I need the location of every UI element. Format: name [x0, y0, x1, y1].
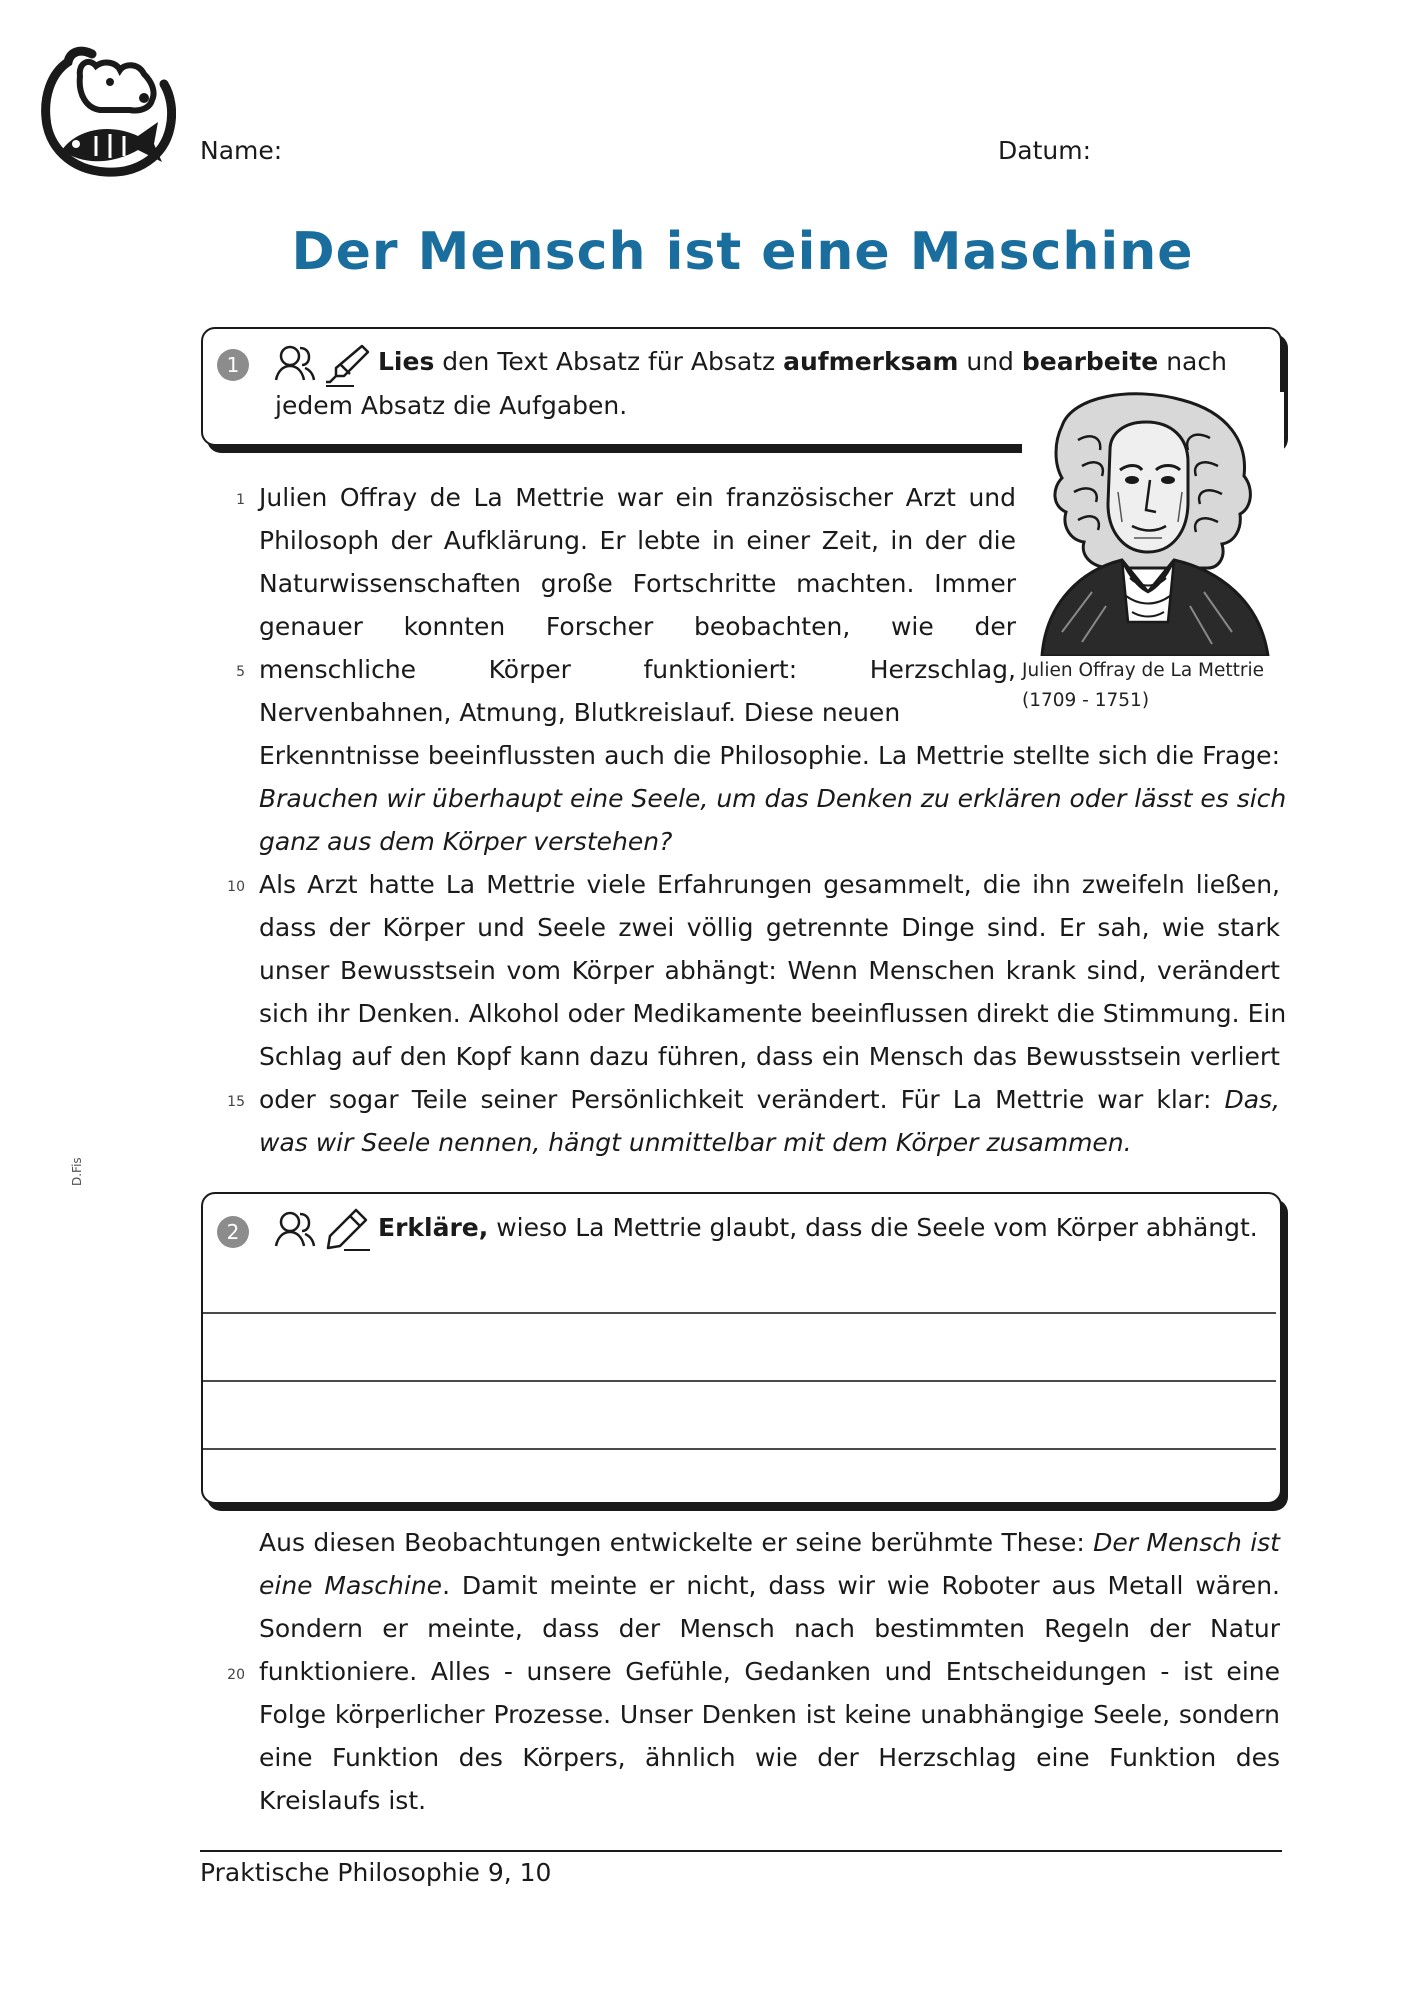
text-block-1-line: [259, 562, 1016, 605]
text-block-2-run: eine Funktion des Körpers, ähnlich wie der Herzschlag eine Funktion des: [259, 1743, 1280, 1772]
text-block-1-run: Als Arzt hatte La Mettrie viele Erfahrungen gesammelt, die ihn zweifeln ließen,: [259, 870, 1280, 899]
logo-bear-fish-icon: [40, 38, 176, 178]
text-block-2-run: Folge körperlicher Prozesse. Unser Denken ist keine unabhängige Seele, sondern: [259, 1700, 1280, 1729]
text-block-1-run: Nervenbahnen, Atmung, Blutkreislauf. Diese neuen: [259, 698, 901, 727]
text-block-1-run: dass der Körper und Seele zwei völlig getrennte Dinge sind. Er sah, wie stark: [259, 913, 1280, 942]
text-block-1-run: Naturwissenschaften große Fortschritte machten. Immer: [259, 569, 1016, 598]
text-block-1-line: [259, 734, 1280, 777]
text-block-1-line: [259, 648, 1016, 691]
task-1-number: 1: [217, 349, 249, 381]
text-block-1-line: [259, 519, 1016, 562]
text-block-1-line: [259, 820, 1280, 863]
text-block-2-line: [259, 1607, 1280, 1650]
text-block-1-line: [259, 1035, 1280, 1078]
text-block-1-run: oder sogar Teile seiner Persönlichkeit verändert. Für La Mettrie war klar:: [259, 1085, 1225, 1114]
text-block-2-line: [259, 1736, 1280, 1779]
task-1-instruction-run: und: [958, 347, 1022, 376]
text-block-1-run: genauer konnten Forscher beobachten, wie der: [259, 612, 1016, 641]
answer-line-3[interactable]: [203, 1448, 1276, 1450]
line-number-15: 15: [227, 1094, 245, 1110]
text-block-2: [259, 1521, 1280, 1822]
text-block-2-run: Aus diesen Beobachtungen entwickelte er seine berühmte These:: [259, 1528, 1094, 1557]
text-block-1-run: ganz aus dem Körper verstehen?: [259, 827, 673, 856]
text-block-1-run: Schlag auf den Kopf kann dazu führen, dass ein Mensch das Bewusstsein verliert: [259, 1042, 1280, 1071]
pencil-icon: [324, 1206, 372, 1252]
text-block-2-line: [259, 1650, 1280, 1693]
text-block-2-line: [259, 1779, 1280, 1822]
text-block-2-run: Kreislaufs ist.: [259, 1786, 427, 1815]
task-2-instruction-run: Erkläre,: [378, 1213, 489, 1242]
text-block-1-line: [259, 691, 1016, 734]
page-title: Der Mensch ist eine Maschine: [291, 222, 1194, 282]
text-block-1-run: Julien Offray de La Mettrie war ein französischer Arzt und: [259, 483, 1016, 512]
text-block-1-run: was wir Seele nennen, hängt unmittelbar mit dem Körper zusammen.: [259, 1128, 1132, 1157]
line-number-20: 20: [227, 1667, 245, 1683]
text-block-1-run: menschliche Körper funktioniert: Herzschlag,: [259, 655, 1016, 684]
answer-line-2[interactable]: [203, 1380, 1276, 1382]
text-block-1-line: [259, 1078, 1280, 1121]
text-block-1-line: [259, 906, 1280, 949]
footer-subject: Praktische Philosophie 9, 10: [200, 1858, 552, 1887]
text-block-1-line: [259, 777, 1287, 820]
portrait-caption-name: Julien Offray de La Mettrie: [1022, 660, 1265, 681]
text-block-1-line: [259, 476, 1016, 519]
side-label: D.Fis: [70, 1157, 84, 1186]
task-1-instruction-line-2: jedem Absatz die Aufgaben.: [275, 391, 628, 420]
text-block-1-line: [259, 863, 1280, 906]
text-block-1-run: Philosoph der Aufklärung. Er lebte in einer Zeit, in der die: [259, 526, 1016, 555]
text-block-1-run: Erkenntnisse beeinflussten auch die Philosophie. La Mettrie stellte sich die Frage:: [259, 741, 1280, 770]
partner-work-icon: [272, 342, 316, 386]
text-block-2-line: [259, 1693, 1280, 1736]
text-block-2-run: funktioniere. Alles - unsere Gefühle, Gedanken und Entscheidungen - ist eine: [259, 1657, 1280, 1686]
line-number-5: 5: [236, 664, 245, 680]
text-block-2-line: [259, 1521, 1280, 1564]
text-block-1-line: [259, 1121, 1280, 1164]
task-2-instruction-run: wieso La Mettrie glaubt, dass die Seele vom Körper abhängt.: [488, 1213, 1258, 1242]
task-2-number: 2: [217, 1216, 249, 1248]
text-block-2-run: Sondern er meinte, dass der Mensch nach bestimmten Regeln der Natur: [259, 1614, 1280, 1643]
text-block-1-run: Das,: [1224, 1085, 1280, 1114]
text-block-2-run: . Damit meinte er nicht, dass wir wie Roboter aus Metall wären.: [442, 1571, 1280, 1600]
task-1-instruction-run: aufmerksam: [783, 347, 959, 376]
text-block-1-run: unser Bewusstsein vom Körper abhängt: Wenn Menschen krank sind, verändert: [259, 956, 1280, 985]
name-label: Name:: [200, 136, 283, 165]
text-block-1-line: [259, 605, 1016, 648]
partner-work-icon: [272, 1208, 316, 1252]
task-1-instruction-run: den Text Absatz für Absatz: [434, 347, 784, 376]
highlighter-icon: [324, 342, 370, 388]
task-2-instruction: [378, 1206, 1258, 1250]
text-block-1: [259, 476, 1287, 1164]
line-number-10: 10: [227, 879, 245, 895]
task-1-instruction-run: nach: [1158, 347, 1227, 376]
portrait-caption-years: (1709 - 1751): [1022, 690, 1150, 711]
task-1-instruction-line-1: [378, 340, 1278, 384]
date-label: Datum:: [998, 136, 1091, 165]
answer-line-1[interactable]: [203, 1312, 1276, 1314]
task-1-instruction-run: Lies: [378, 347, 435, 376]
text-block-2-run: Der Mensch ist: [1093, 1528, 1280, 1557]
line-number-1: 1: [236, 492, 245, 508]
text-block-1-run: Brauchen wir überhaupt eine Seele, um das Denken zu erklären oder lässt es sich: [259, 784, 1287, 813]
task-1-instruction-run: bearbeite: [1021, 347, 1159, 376]
text-block-1-line: [259, 992, 1287, 1035]
text-block-2-line: [259, 1564, 1280, 1607]
footer-rule: [200, 1850, 1282, 1852]
text-block-1-line: [259, 949, 1280, 992]
text-block-1-run: sich ihr Denken. Alkohol oder Medikamente beeinflussen direkt die Stimmung. Ein: [259, 999, 1287, 1028]
text-block-2-run: eine Maschine: [259, 1571, 443, 1600]
